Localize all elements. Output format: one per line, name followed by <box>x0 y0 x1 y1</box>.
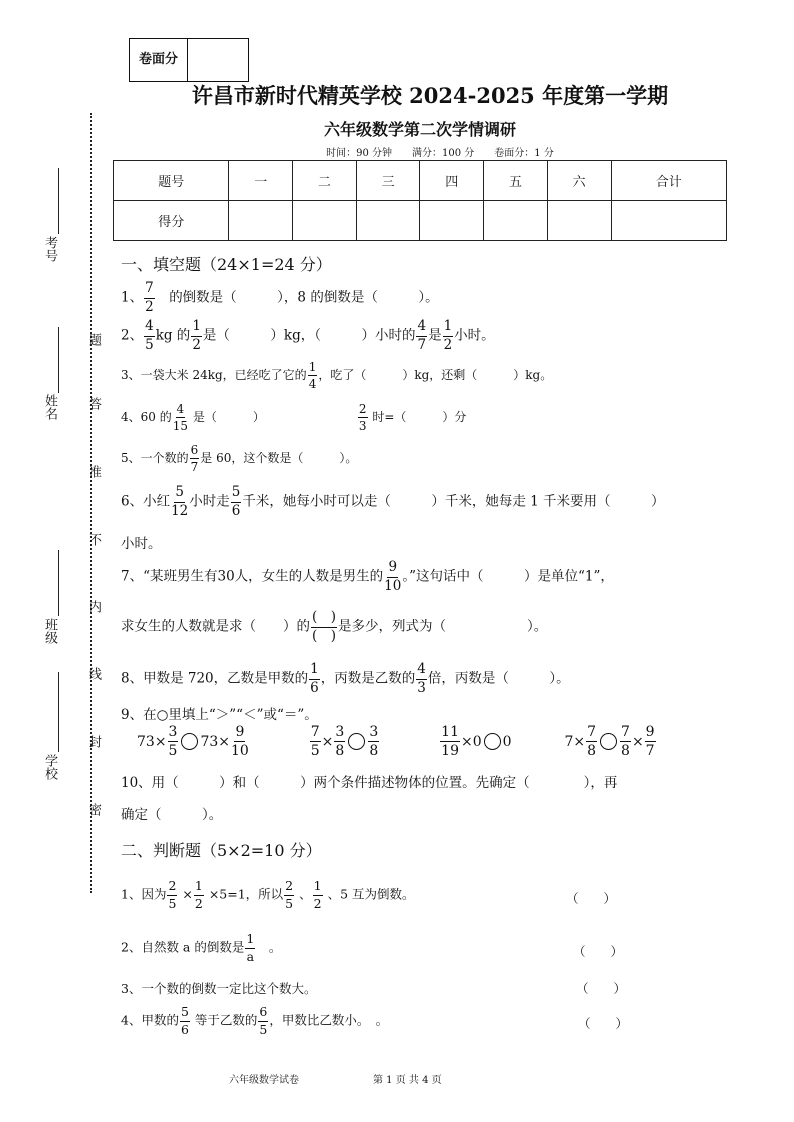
seal-char: 封 <box>86 735 101 748</box>
table-cell: 四 <box>420 161 484 201</box>
fraction: $\frac{4}{3}$ <box>417 661 426 696</box>
seal-char: 不 <box>86 533 101 546</box>
section-title: 二、判断题（5×2=10 分） <box>121 841 322 860</box>
fraction: $\frac{5}{6}$ <box>231 484 241 519</box>
fraction: $\frac{5}{12}$ <box>171 484 189 519</box>
fraction: $\frac{1}{2}$ <box>192 318 201 353</box>
question-6-cont: 小时。 <box>121 536 162 552</box>
name-label: 姓名 <box>42 394 57 420</box>
judge-2: 2、自然数 a 的倒数是 $\frac{1}{a}$ 。 <box>121 931 282 964</box>
seal-char: 内 <box>86 600 101 613</box>
seal-char: 线 <box>86 667 101 680</box>
fraction: $\frac{6}{7}$ <box>190 443 199 474</box>
judge-answer[interactable]: （ ） <box>576 981 627 996</box>
judge-answer[interactable]: （ ） <box>566 891 617 906</box>
class-line[interactable] <box>58 550 59 616</box>
fraction: $\frac{1}{6}$ <box>310 661 319 696</box>
compare-item-3: $\frac{11}{19}$ ×0 0 <box>441 724 512 759</box>
table-cell: 一 <box>229 161 293 201</box>
compare-circle[interactable] <box>484 733 501 750</box>
judge-3: 3、一个数的倒数一定比这个数大。 <box>121 981 317 996</box>
score-cell[interactable] <box>611 201 726 241</box>
compare-circle[interactable] <box>181 733 198 750</box>
question-10: 10、用（ ）和（ ）两个条件描述物体的位置。先确定（ ），再 <box>121 775 618 791</box>
exam-no-label: 考号 <box>42 236 57 262</box>
compare-circle[interactable] <box>600 733 617 750</box>
score-cell[interactable] <box>484 201 548 241</box>
seal-char: 准 <box>86 465 101 478</box>
binding-dotted-line <box>90 113 92 893</box>
blank-fraction[interactable]: $\frac{( )}{( )}$ <box>312 609 337 644</box>
score-cell[interactable] <box>547 201 611 241</box>
question-1: 1、 $\frac{7}{2}$ 的倒数是（ ），8 的倒数是（ ）。 <box>121 280 439 315</box>
question-7: 7、“某班男生有30人，女生的人数是男生的 $\frac{9}{10}$ 。”这句话中（ ）是单位“1”， <box>121 559 614 594</box>
exam-no-line[interactable] <box>58 168 59 234</box>
class-label: 班级 <box>42 618 57 644</box>
question-5: 5、一个数的 $\frac{6}{7}$ 是 60，这个数是（ ）。 <box>121 443 358 474</box>
section-title: 一、填空题（24×1=24 分） <box>121 255 332 274</box>
question-8: 8、甲数是 720，乙数是甲数的 $\frac{1}{6}$ ，丙数是乙数的 $\frac{4}{3}$ 倍，丙数是（ ）。 <box>121 661 570 696</box>
fraction: $\frac{4}{5}$ <box>145 318 154 353</box>
table-row <box>114 201 727 241</box>
question-9-items <box>137 725 657 758</box>
question-7-cont: 求女生的人数就是求（ ）的 $\frac{( )}{( )}$ 是多少，列式为（ ）。 <box>121 609 548 644</box>
judge-answer[interactable]: （ ） <box>573 944 624 959</box>
name-line[interactable] <box>58 327 59 393</box>
question-3: 3、一袋大米 24kg，已经吃了它的 $\frac{1}{4}$ ，吃了（ ）kg，还剩（ ）kg。 <box>121 360 553 391</box>
page-number: 第 1 页 共 4 页 <box>373 1075 442 1086</box>
table-cell: 三 <box>356 161 420 201</box>
question-6: 6、小红 $\frac{5}{12}$ 小时走 $\frac{5}{6}$ 千米，她每小时可以走（ ）千米，她每走 1 千米要用（ ） <box>121 484 665 519</box>
fraction: $\frac{4}{7}$ <box>417 318 427 353</box>
compare-item-1: 73× $\frac{3}{5}$ 73× $\frac{9}{10}$ <box>137 724 249 759</box>
table-cell: 合计 <box>611 161 726 201</box>
compare-circle[interactable] <box>348 733 365 750</box>
table-cell: 六 <box>547 161 611 201</box>
judge-answer[interactable]: （ ） <box>578 1016 629 1031</box>
fraction: $\frac{7}{2}$ <box>145 280 154 315</box>
table-cell: 题号 <box>114 161 229 201</box>
school-line[interactable] <box>58 672 59 752</box>
score-table <box>113 160 727 241</box>
school-label: 学校 <box>42 754 57 780</box>
exam-title: 六年级数学第二次学情调研 <box>323 120 516 139</box>
score-cell[interactable] <box>293 201 357 241</box>
fraction: $\frac{4}{15}$ <box>172 402 189 433</box>
compare-item-2: $\frac{7}{5}$ × $\frac{3}{8}$ $\frac{3}{8}$ <box>310 724 379 759</box>
judge-4: 4、甲数的 $\frac{5}{6}$ 等于乙数的 $\frac{6}{5}$ ，甲数比乙数小。 。 <box>121 1004 389 1037</box>
fraction: $\frac{2}{3}$ <box>358 402 367 433</box>
school-title: 许昌市新时代精英学校 2024-2025 年度第一学期 <box>191 83 669 108</box>
fraction: $\frac{1}{4}$ <box>308 360 317 391</box>
question-9: 9、在○里填上“＞”“＜”或“＝”。 <box>121 707 318 723</box>
table-cell: 得分 <box>114 201 229 241</box>
question-10-cont: 确定（ ）。 <box>121 807 223 823</box>
seal-char: 答 <box>86 397 101 410</box>
question-4: 4、60 的 $\frac{4}{15}$ 是（ ） $\frac{2}{3}$ 时=（ ）分 <box>121 402 467 433</box>
footer-left: 六年级数学试卷 <box>229 1075 299 1086</box>
score-cell[interactable] <box>356 201 420 241</box>
seal-char: 密 <box>86 803 101 816</box>
fraction: $\frac{9}{10}$ <box>384 559 402 594</box>
judge-1: 1、因为 $\frac{2}{5}$ × $\frac{1}{2}$ ×5=1，所以 $\frac{2}{5}$ 、 $\frac{1}{2}$ 、5 互为倒数。 <box>121 878 415 911</box>
compare-item-4: 7× $\frac{7}{8}$ $\frac{7}{8}$ × $\frac{9}{7}$ <box>564 724 655 759</box>
score-box <box>129 38 249 82</box>
score-cell[interactable] <box>420 201 484 241</box>
score-box-label: 卷面分 <box>130 39 188 81</box>
fraction: $\frac{1}{2}$ <box>443 318 453 353</box>
seal-char: 题 <box>86 333 101 346</box>
table-row <box>114 161 727 201</box>
exam-meta: 时间：90 分钟 满分：100 分 卷面分：1 分 <box>326 148 554 159</box>
question-2: 2、 $\frac{4}{5}$ kg 的 $\frac{1}{2}$ 是（ ）kg，（ ）小时的 $\frac{4}{7}$ 是 $\frac{1}{2}$ 小时。 <box>121 318 495 353</box>
table-cell: 五 <box>484 161 548 201</box>
score-cell[interactable] <box>229 201 293 241</box>
table-cell: 二 <box>293 161 357 201</box>
